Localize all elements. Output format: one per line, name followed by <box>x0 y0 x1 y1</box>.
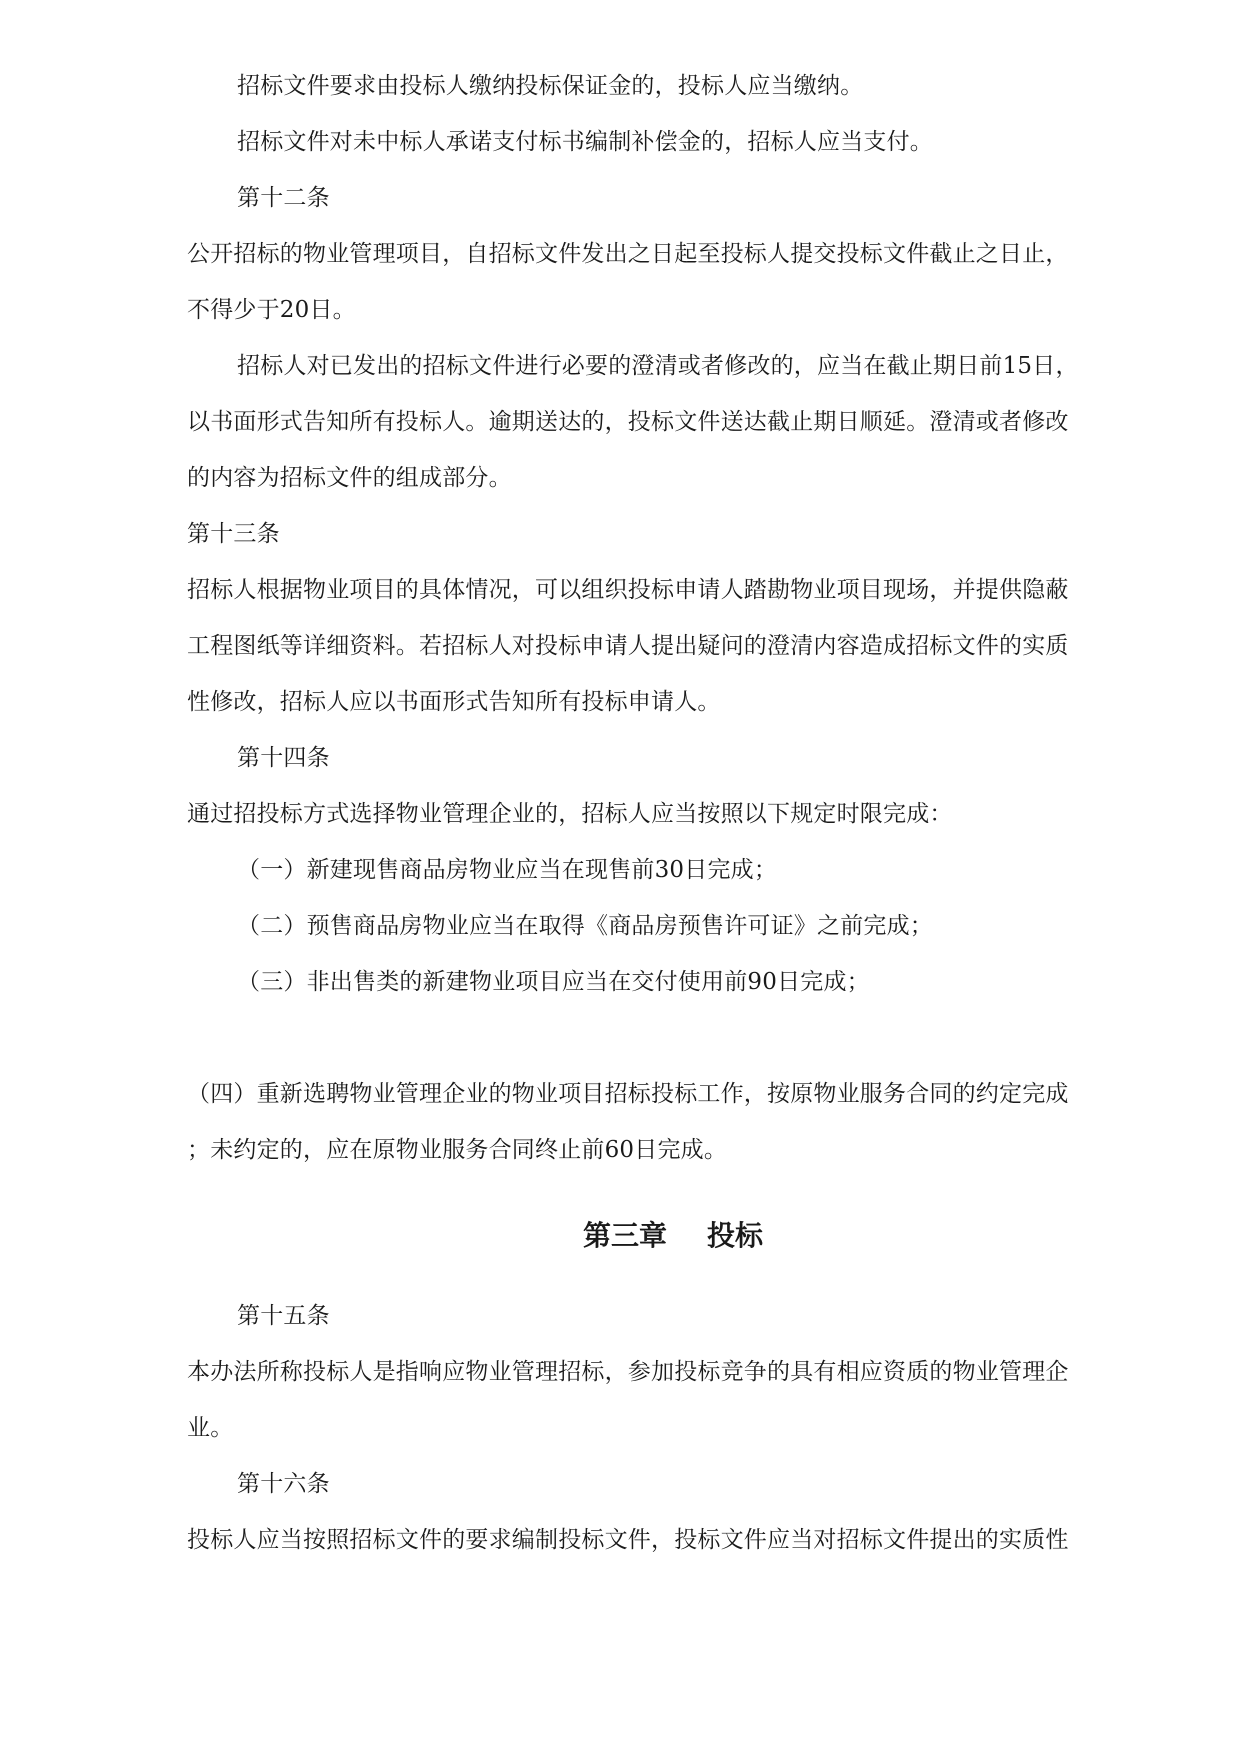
paragraph-line: 招标文件要求由投标人缴纳投标保证金的，投标人应当缴纳。 <box>237 73 864 99</box>
paragraph-line: 公开招标的物业管理项目，自招标文件发出之日起至投标人提交投标文件截止之日止， <box>187 241 1069 267</box>
paragraph-line: ；未约定的，应在原物业服务合同终止前60日完成。 <box>187 1137 728 1163</box>
article-heading: 第十三条 <box>187 521 280 547</box>
document-page <box>187 58 1139 1568</box>
article-heading: 第十二条 <box>237 185 330 211</box>
article-heading: 第十五条 <box>237 1303 330 1329</box>
paragraph-line: 不得少于20日。 <box>187 297 356 323</box>
blank-line <box>187 1010 1139 1066</box>
paragraph-line: 性修改，招标人应以书面形式告知所有投标申请人。 <box>187 689 721 715</box>
paragraph-line: 投标人应当按照招标文件的要求编制投标文件，投标文件应当对招标文件提出的实质性 <box>187 1527 1069 1553</box>
paragraph-line: 招标人根据物业项目的具体情况，可以组织投标申请人踏勘物业项目现场，并提供隐蔽 <box>187 577 1069 603</box>
paragraph-line: 招标人对已发出的招标文件进行必要的澄清或者修改的，应当在截止期日前15日， <box>237 353 1079 379</box>
paragraph-line: 通过招投标方式选择物业管理企业的，招标人应当按照以下规定时限完成： <box>187 801 953 827</box>
chapter-number: 第三章 <box>582 1219 667 1252</box>
article-heading: 第十六条 <box>237 1471 330 1497</box>
list-item: （四）重新选聘物业管理企业的物业项目招标投标工作，按原物业服务合同的约定完成 <box>187 1081 1069 1107</box>
article-heading: 第十四条 <box>237 745 330 771</box>
list-item: （一）新建现售商品房物业应当在现售前30日完成； <box>237 857 778 883</box>
paragraph-line: 的内容为招标文件的组成部分。 <box>187 465 512 491</box>
paragraph-line: 招标文件对未中标人承诺支付标书编制补偿金的，招标人应当支付。 <box>237 129 933 155</box>
list-item: （二）预售商品房物业应当在取得《商品房预售许可证》之前完成； <box>237 913 933 939</box>
paragraph-line: 业。 <box>187 1415 234 1441</box>
chapter-heading <box>187 1206 1139 1266</box>
paragraph-line: 本办法所称投标人是指响应物业管理招标，参加投标竞争的具有相应资质的物业管理企 <box>187 1359 1069 1385</box>
paragraph-line: 以书面形式告知所有投标人。逾期送达的，投标文件送达截止期日顺延。澄清或者修改 <box>187 409 1069 435</box>
paragraph-line: 工程图纸等详细资料。若招标人对投标申请人提出疑问的澄清内容造成招标文件的实质 <box>187 633 1069 659</box>
chapter-title: 投标 <box>707 1219 764 1252</box>
list-item: （三）非出售类的新建物业项目应当在交付使用前90日完成； <box>237 969 870 995</box>
